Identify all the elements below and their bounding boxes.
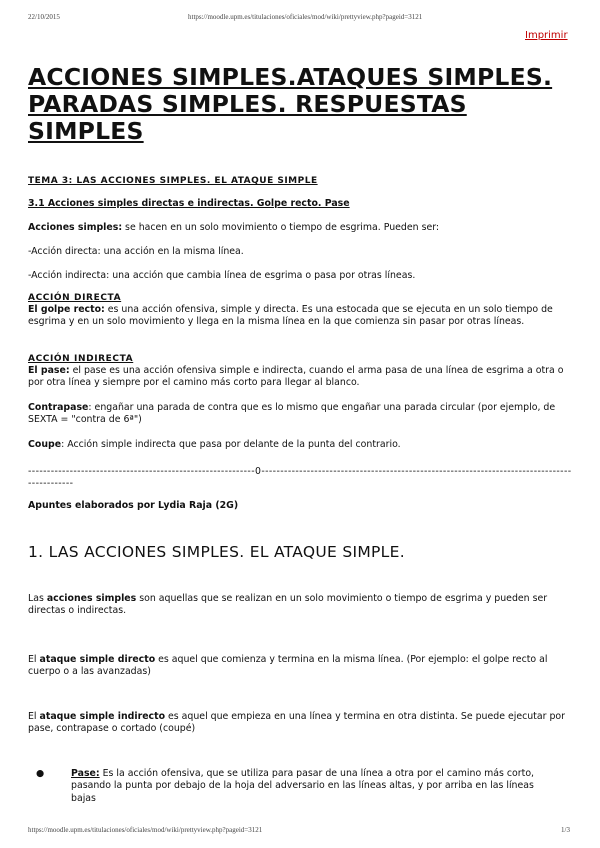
golpe-text: es una acción ofensiva, simple y directa. Es una estocada que se ejecuta en un solo tiempo de esgrima y en un solo movimiento y llega en la misma línea en la que comienza sin pasar por otras líneas. <box>28 304 553 328</box>
acciones-text: se hacen en un solo movimiento o tiempo de esgrima. Pueden ser: <box>122 222 440 233</box>
page-number: 1/3 <box>561 826 570 834</box>
bold-term: ataque simple directo <box>39 654 156 665</box>
text-run: El <box>28 654 40 665</box>
ataque-directo-paragraph <box>28 654 573 679</box>
indirecta-line: -Acción indirecta: una acción que cambia línea de esgrima o pasa por otras líneas. <box>28 270 416 281</box>
pase-text: el pase es una acción ofensiva simple e indirecta, cuando el arma pasa de una línea de esgrima a otra o por otra línea y siempre por el camino más corto para llegar al blanco. <box>28 365 564 389</box>
text-run: es aquel que empieza en una línea y termina en otra distinta. Se puede ejecutar por pase, contrapase o cortado (coupé) <box>28 711 565 735</box>
section-heading: 1. LAS ACCIONES SIMPLES. EL ATAQUE SIMPLE. <box>28 543 405 561</box>
contrapase-text: : engañar una parada de contra que es lo mismo que engañar una parada circular (por ejemplo, de SEXTA = "contra de 6ª") <box>28 402 556 426</box>
ataque-indirecto-paragraph <box>28 711 573 736</box>
author-line: Apuntes elaborados por Lydia Raja (2G) <box>28 500 239 511</box>
section-directa: ACCIÓN DIRECTA <box>28 293 122 303</box>
acciones-simples-paragraph <box>28 593 573 618</box>
footer-url: https://moodle.upm.es/titulaciones/oficiales/mod/wiki/prettyview.php?pageid=3121 <box>28 826 263 834</box>
print-url: https://moodle.upm.es/titulaciones/oficiales/mod/wiki/prettyview.php?pageid=3121 <box>188 13 423 21</box>
pase-label: El pase: <box>28 365 70 376</box>
text-run: Las <box>28 593 47 604</box>
page-title: ACCIONES SIMPLES.ATAQUES SIMPLES. PARADAS SIMPLES. RESPUESTAS SIMPLES <box>28 63 553 145</box>
pase-bullet-item <box>71 768 561 805</box>
coupe-label: Coupe <box>28 439 62 450</box>
contrapase-label: Contrapase <box>28 402 89 413</box>
coupe-paragraph <box>28 439 573 451</box>
pase-paragraph <box>28 365 573 390</box>
bold-term: acciones simples <box>46 593 137 604</box>
golpe-label: El golpe recto: <box>28 304 105 315</box>
tema-heading: TEMA 3: LAS ACCIONES SIMPLES. EL ATAQUE SIMPLE <box>28 176 318 186</box>
bullet-dot: ● <box>36 768 45 779</box>
directa-line: -Acción directa: una acción en la misma línea. <box>28 246 244 257</box>
contrapase-paragraph <box>28 402 573 427</box>
text-run: es aquel que comienza y termina en la misma línea. (Por ejemplo: el golpe recto al cuerpo o a las avanzadas) <box>28 654 548 678</box>
text-run: El <box>28 711 40 722</box>
print-date: 22/10/2015 <box>28 13 60 21</box>
separator-line: ------------------------------------------------------------0---------------------------------------------------------------------------------------------- <box>28 466 572 489</box>
golpe-paragraph <box>28 304 573 329</box>
bullet-label: Pase: <box>71 768 100 779</box>
subtitle: 3.1 Acciones simples directas e indirectas. Golpe recto. Pase <box>28 198 350 209</box>
bullet-text: Es la acción ofensiva, que se utiliza para pasar de una línea a otra por el camino más corto, pasando la punta por debajo de la hoja del adversario en las líneas altas, y por arriba en las líneas bajas <box>71 768 535 804</box>
coupe-text: : Acción simple indirecta que pasa por delante de la punta del contrario. <box>61 439 401 450</box>
text-run: son aquellas que se realizan en un solo movimiento o tiempo de esgrima y pueden ser directas o indirectas. <box>28 593 548 617</box>
acciones-paragraph <box>28 222 573 234</box>
bold-term: ataque simple indirecto <box>39 711 166 722</box>
print-link[interactable]: Imprimir <box>525 30 568 41</box>
section-indirecta: ACCIÓN INDIRECTA <box>28 354 134 364</box>
acciones-label: Acciones simples: <box>28 222 123 233</box>
